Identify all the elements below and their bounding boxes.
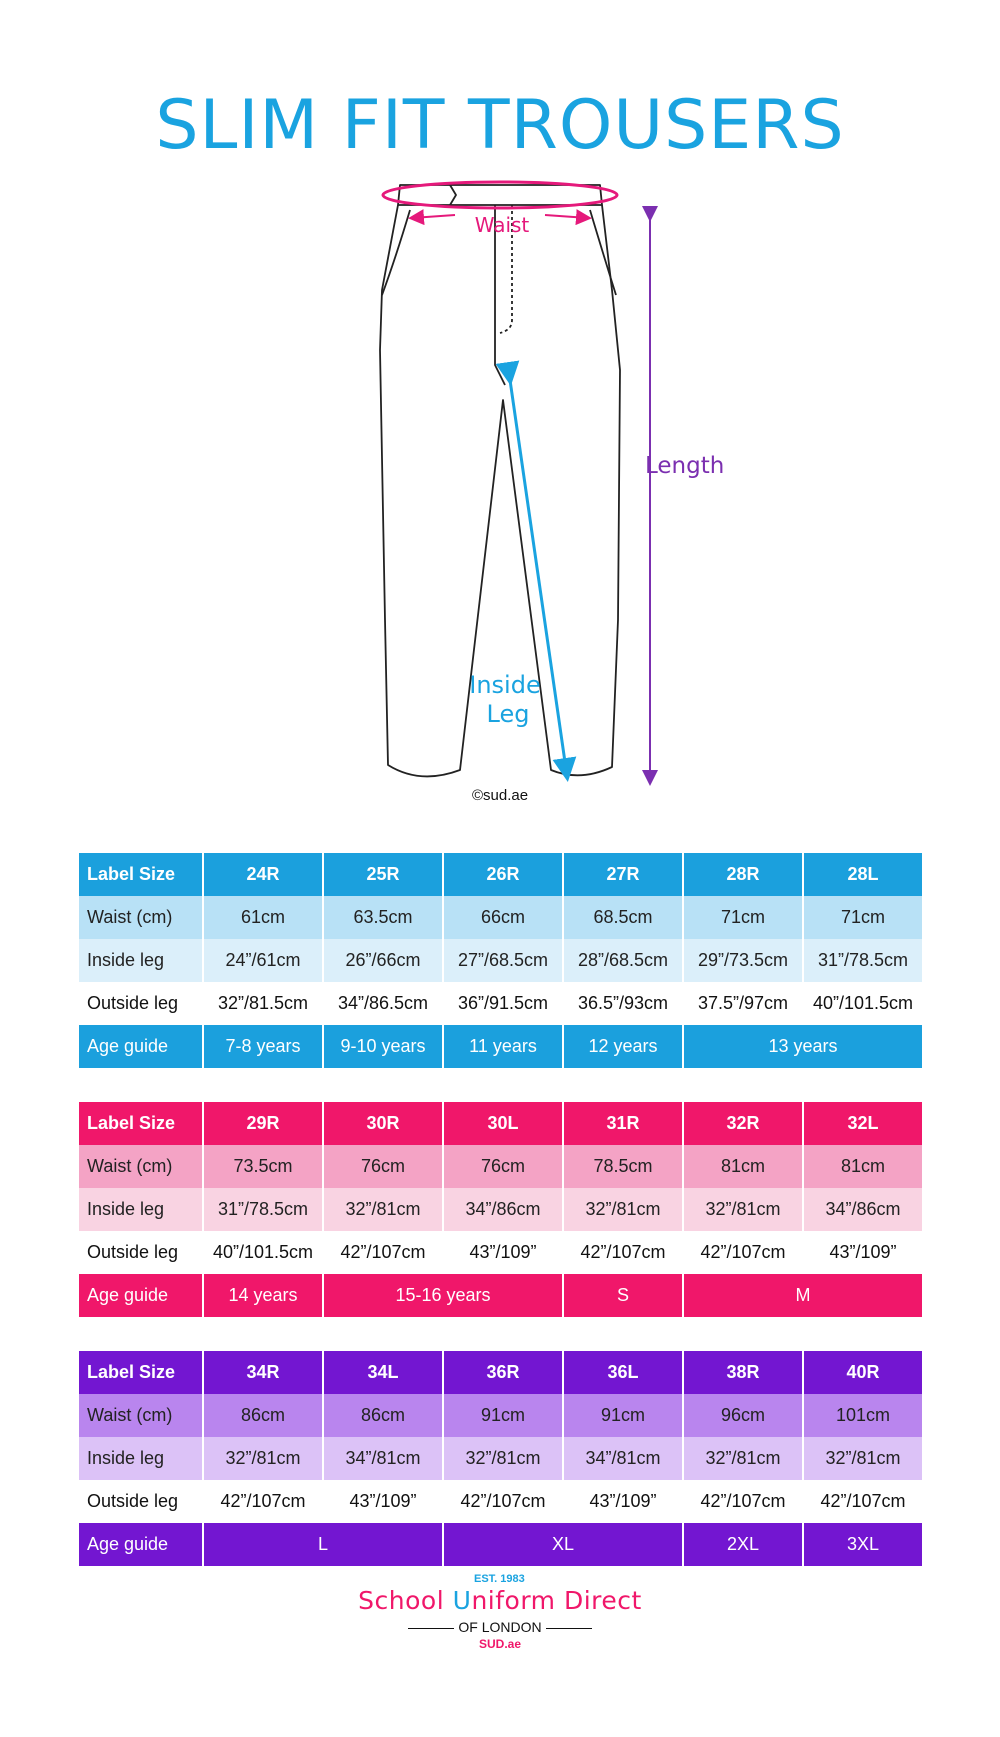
table-cell: 32”/81cm (684, 1437, 802, 1480)
table-cell: 7-8 years (204, 1025, 322, 1068)
copyright-text: ©sud.ae (471, 787, 529, 804)
table-cell: Label Size (79, 853, 202, 896)
table-cell: 43”/109” (324, 1480, 442, 1523)
table-cell: 28L (804, 853, 922, 896)
table-cell: M (684, 1274, 922, 1317)
logo-name-part-a: School (358, 1586, 453, 1615)
table-cell: L (204, 1523, 442, 1566)
table-cell: 34L (324, 1351, 442, 1394)
table-cell: 76cm (444, 1145, 562, 1188)
table-row (79, 1025, 922, 1068)
table-cell: Age guide (79, 1025, 202, 1068)
table-cell: 42”/107cm (684, 1480, 802, 1523)
table-cell: 91cm (444, 1394, 562, 1437)
table-cell: 76cm (324, 1145, 442, 1188)
table-cell: 66cm (444, 896, 562, 939)
table-cell: 32L (804, 1102, 922, 1145)
table-cell: 40”/101.5cm (204, 1231, 322, 1274)
table-row (79, 1231, 922, 1274)
table-cell: 36R (444, 1351, 562, 1394)
table-cell: 24”/61cm (204, 939, 322, 982)
table-cell: Waist (cm) (79, 1394, 202, 1437)
table-row (79, 1188, 922, 1231)
table-cell: 68.5cm (564, 896, 682, 939)
waist-arrow-left (412, 215, 455, 218)
table-cell: 42”/107cm (804, 1480, 922, 1523)
waist-arrow-right (545, 215, 588, 218)
table-cell: 81cm (684, 1145, 802, 1188)
logo-subtitle-text: OF LONDON (458, 1619, 542, 1635)
table-cell: 96cm (684, 1394, 802, 1437)
table-cell: 38R (684, 1351, 802, 1394)
table-cell: 2XL (684, 1523, 802, 1566)
table-cell: 34”/81cm (564, 1437, 682, 1480)
table-cell: Inside leg (79, 1188, 202, 1231)
table-cell: 78.5cm (564, 1145, 682, 1188)
inside-leg-label-line1: Inside (469, 671, 541, 699)
table-row (79, 853, 922, 896)
table-cell: 31”/78.5cm (804, 939, 922, 982)
table-row (79, 982, 922, 1025)
table-cell: 25R (324, 853, 442, 896)
table-cell: 71cm (684, 896, 802, 939)
table-cell: 29R (204, 1102, 322, 1145)
table-cell: 11 years (444, 1025, 562, 1068)
table-cell: 43”/109” (804, 1231, 922, 1274)
table-cell: 34R (204, 1351, 322, 1394)
waist-label: Waist (474, 213, 530, 237)
table-cell: Label Size (79, 1102, 202, 1145)
table-cell: 36.5”/93cm (564, 982, 682, 1025)
table-cell: 14 years (204, 1274, 322, 1317)
table-cell: 3XL (804, 1523, 922, 1566)
table-cell: XL (444, 1523, 682, 1566)
logo-name-part-b: U (452, 1586, 472, 1615)
table-cell: 73.5cm (204, 1145, 322, 1188)
table-cell: 32”/81cm (804, 1437, 922, 1480)
table-cell: 63.5cm (324, 896, 442, 939)
table-cell: 42”/107cm (324, 1231, 442, 1274)
table-cell: 32R (684, 1102, 802, 1145)
table-row (79, 1523, 922, 1566)
table-cell: 26”/66cm (324, 939, 442, 982)
table-cell: 32”/81cm (564, 1188, 682, 1231)
logo-name (0, 1586, 1000, 1615)
table-cell: Age guide (79, 1274, 202, 1317)
table-cell: 71cm (804, 896, 922, 939)
brand-logo (0, 1571, 1000, 1651)
table-cell: 40”/101.5cm (804, 982, 922, 1025)
table-cell: 42”/107cm (564, 1231, 682, 1274)
table-row (79, 939, 922, 982)
table-cell: 27”/68.5cm (444, 939, 562, 982)
table-cell: 61cm (204, 896, 322, 939)
table-cell: 42”/107cm (684, 1231, 802, 1274)
table-cell: 31R (564, 1102, 682, 1145)
table-cell: Waist (cm) (79, 1145, 202, 1188)
table-cell: 9-10 years (324, 1025, 442, 1068)
table-cell: 81cm (804, 1145, 922, 1188)
table-cell: 86cm (204, 1394, 322, 1437)
table-cell: 40R (804, 1351, 922, 1394)
table-cell: 42”/107cm (204, 1480, 322, 1523)
trouser-illustration (0, 170, 1000, 810)
table-row (79, 1480, 922, 1523)
table-cell: 101cm (804, 1394, 922, 1437)
page-title: SLIM FIT TROUSERS (155, 86, 845, 165)
logo-name-part-c: niform Direct (471, 1586, 642, 1615)
table-row (79, 1102, 922, 1145)
table-cell: 30R (324, 1102, 442, 1145)
size-table-3 (77, 1351, 924, 1566)
table-cell: 27R (564, 853, 682, 896)
table-row (79, 1437, 922, 1480)
table-cell: 12 years (564, 1025, 682, 1068)
table-cell: 26R (444, 853, 562, 896)
table-cell: 32”/81cm (324, 1188, 442, 1231)
logo-est: EST. 1983 (474, 1573, 525, 1585)
table-row (79, 1351, 922, 1394)
table-cell: 32”/81cm (204, 1437, 322, 1480)
table-cell: 31”/78.5cm (204, 1188, 322, 1231)
table-cell: 86cm (324, 1394, 442, 1437)
table-cell: 13 years (684, 1025, 922, 1068)
table-cell: 29”/73.5cm (684, 939, 802, 982)
table-cell: 28”/68.5cm (564, 939, 682, 982)
table-cell: Waist (cm) (79, 896, 202, 939)
table-cell: 15-16 years (324, 1274, 562, 1317)
table-cell: 42”/107cm (444, 1480, 562, 1523)
length-label: Length (645, 453, 725, 479)
table-cell: 32”/81cm (444, 1437, 562, 1480)
table-row (79, 1274, 922, 1317)
table-cell: 91cm (564, 1394, 682, 1437)
table-cell: 32”/81cm (684, 1188, 802, 1231)
table-cell: 36”/91.5cm (444, 982, 562, 1025)
size-table-1 (77, 853, 924, 1068)
table-cell: Outside leg (79, 1480, 202, 1523)
table-row (79, 1145, 922, 1188)
table-cell: 43”/109” (444, 1231, 562, 1274)
table-cell: 37.5”/97cm (684, 982, 802, 1025)
table-cell: Outside leg (79, 982, 202, 1025)
table-cell: 34”/86cm (444, 1188, 562, 1231)
table-cell: Age guide (79, 1523, 202, 1566)
logo-site: SUD.ae (478, 1637, 522, 1651)
table-cell: 32”/81.5cm (204, 982, 322, 1025)
size-table-2 (77, 1102, 924, 1317)
table-cell: Outside leg (79, 1231, 202, 1274)
table-cell: Inside leg (79, 939, 202, 982)
table-cell: 34”/81cm (324, 1437, 442, 1480)
table-cell: 34”/86.5cm (324, 982, 442, 1025)
trouser-diagram (0, 170, 1000, 810)
table-cell: Label Size (79, 1351, 202, 1394)
inside-leg-label-line2: Leg (486, 700, 530, 728)
table-row (79, 896, 922, 939)
table-cell: 43”/109” (564, 1480, 682, 1523)
table-cell: 34”/86cm (804, 1188, 922, 1231)
table-cell: S (564, 1274, 682, 1317)
logo-subtitle (0, 1619, 1000, 1635)
table-cell: 36L (564, 1351, 682, 1394)
table-cell: 28R (684, 853, 802, 896)
table-row (79, 1394, 922, 1437)
table-cell: 24R (204, 853, 322, 896)
table-cell: Inside leg (79, 1437, 202, 1480)
table-cell: 30L (444, 1102, 562, 1145)
